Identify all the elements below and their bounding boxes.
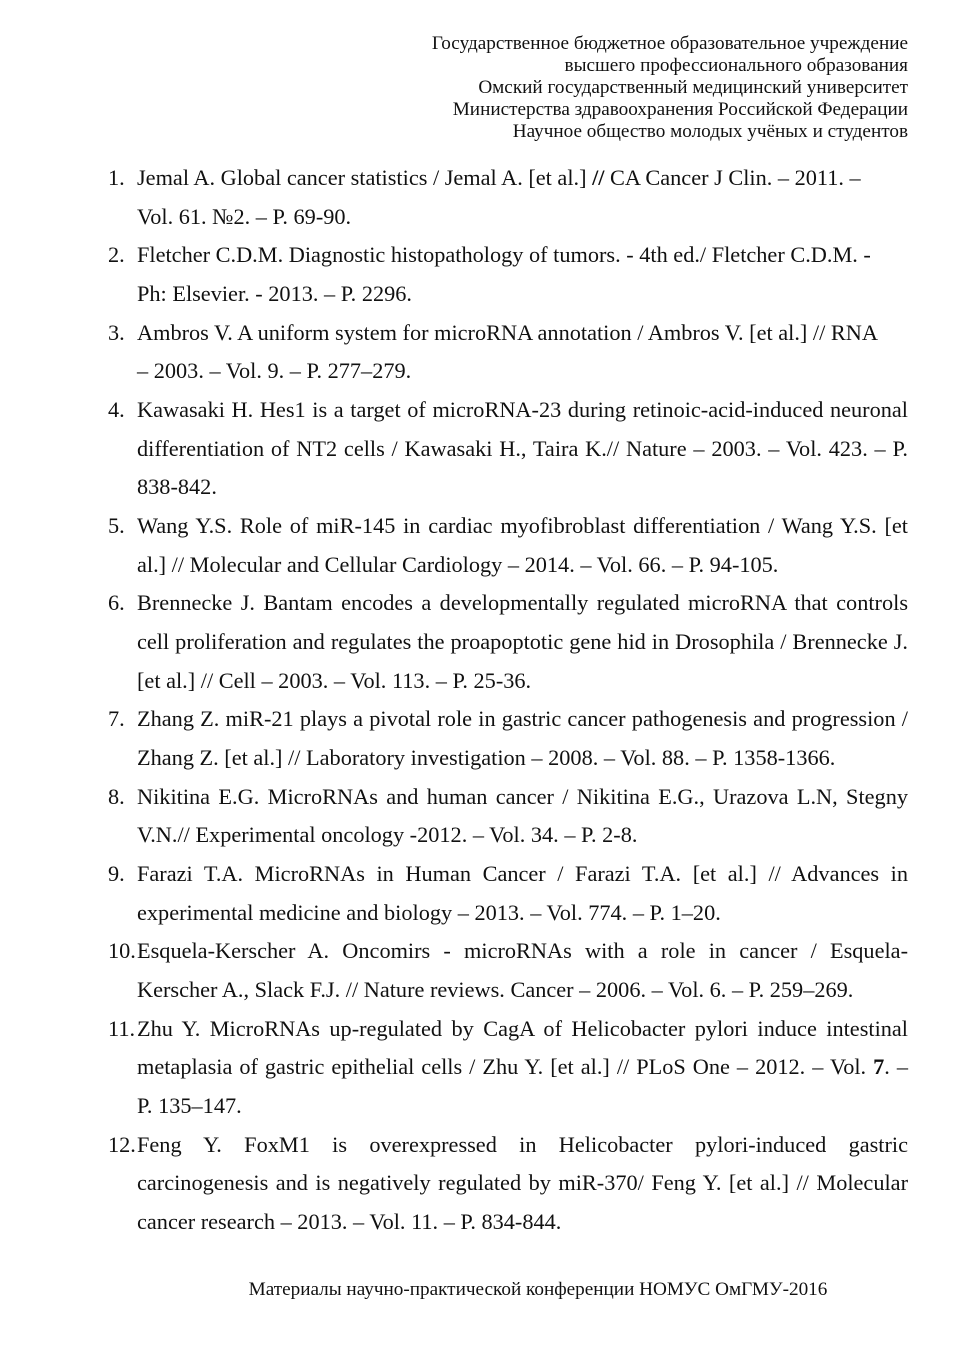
reference-item: [108, 778, 908, 855]
reference-text: [137, 1126, 908, 1242]
reference-item: [108, 1126, 908, 1242]
reference-number: 2.: [108, 242, 125, 268]
reference-line: al.] // Molecular and Cellular Cardiology – 2014. – Vol. 66. – P. 94-105.: [137, 551, 779, 577]
reference-number: 7.: [108, 706, 125, 732]
reference-line: Zhu Y. MicroRNAs up-regulated by CagA of Helicobacter pylori induce intestinal: [137, 1015, 908, 1041]
reference-line: Esquela-Kerscher A. Oncomirs - microRNAs with a role in cancer / Esquela-: [137, 938, 908, 964]
reference-text: [137, 1010, 908, 1126]
reference-line: [137, 159, 908, 198]
reference-line: Kawasaki H. Hes1 is a target of microRNA-23 during retinoic-acid-induced neuronal: [137, 397, 908, 423]
reference-number: 3.: [108, 319, 125, 345]
reference-item: [108, 932, 908, 1009]
text-segment: CA Cancer J Clin. – 2011. –: [604, 165, 861, 190]
reference-number: 8.: [108, 783, 125, 809]
reference-list: [108, 159, 908, 1242]
reference-text: [137, 778, 908, 855]
text-segment: Jemal A. Global cancer statistics / Jemal A. [et al.]: [137, 165, 593, 190]
text-segment: . –: [884, 1054, 909, 1080]
reference-line: cell proliferation and regulates the proapoptotic gene hid in Drosophila / Brennecke J.: [137, 629, 908, 655]
reference-line: [137, 1048, 908, 1087]
institution-header: [432, 33, 908, 143]
reference-line: – 2003. – Vol. 9. – P. 277–279.: [137, 358, 412, 384]
reference-item: [108, 584, 908, 700]
reference-text: [137, 507, 908, 584]
reference-number: 5.: [108, 513, 125, 539]
bold-text-segment: //: [592, 165, 605, 190]
reference-item: [108, 855, 908, 932]
header-line: Омский государственный медицинский университет: [478, 77, 908, 98]
reference-line: Zhang Z. miR-21 plays a pivotal role in gastric cancer pathogenesis and progression /: [137, 706, 908, 732]
reference-line: Wang Y.S. Role of miR-145 in cardiac myofibroblast differentiation / Wang Y.S. [et: [137, 513, 908, 539]
bold-text-segment: 7: [873, 1054, 885, 1080]
reference-number: 1.: [108, 165, 125, 190]
reference-text: [137, 932, 908, 1009]
reference-item: [108, 700, 908, 777]
header-line: Государственное бюджетное образовательное учреждение: [431, 33, 908, 54]
reference-item: [108, 507, 908, 584]
reference-line: Ph: Elsevier. - 2013. – P. 2296.: [137, 281, 412, 307]
reference-text: [137, 855, 908, 932]
reference-number: 4.: [108, 397, 125, 423]
header-line: Министерства здравоохранения Российской Федерации: [452, 99, 908, 120]
reference-number: 6.: [108, 590, 125, 616]
text-segment: metaplasia of gastric epithelial cells / Zhu Y. [et al.] // PLoS One – 2012. – Vol.: [137, 1054, 874, 1080]
reference-item: [108, 314, 908, 391]
reference-line: Nikitina E.G. MicroRNAs and human cancer / Nikitina E.G., Urazova L.N, Stegny: [137, 783, 908, 809]
reference-line: Fletcher C.D.M. Diagnostic histopathology of tumors. - 4th ed./ Fletcher C.D.M. -: [137, 242, 871, 268]
reference-line: carcinogenesis and is negatively regulated by miR-370/ Feng Y. [et al.] // Molecular: [137, 1170, 908, 1196]
reference-line: differentiation of NT2 cells / Kawasaki H., Taira K.// Nature – 2003. – Vol. 423. – P.: [137, 435, 908, 461]
reference-line: cancer research – 2013. – Vol. 11. – P. 834-844.: [137, 1209, 562, 1235]
reference-item: [108, 236, 908, 313]
reference-line: Vol. 61. №2. – P. 69-90.: [137, 203, 352, 229]
reference-number: 12.: [108, 1131, 136, 1157]
reference-number: 11.: [108, 1015, 136, 1041]
reference-line: Zhang Z. [et al.] // Laboratory investigation – 2008. – Vol. 88. – P. 1358-1366.: [137, 745, 836, 771]
reference-number: 10.: [108, 938, 136, 964]
header-line: Научное общество молодых учёных и студентов: [512, 121, 908, 142]
reference-item: [108, 391, 908, 507]
reference-text: [137, 700, 908, 777]
reference-line: Farazi T.A. MicroRNAs in Human Cancer / Farazi T.A. [et al.] // Advances in: [137, 861, 908, 887]
reference-line: Kerscher A., Slack F.J. // Nature reviews. Cancer – 2006. – Vol. 6. – P. 259–269.: [137, 977, 854, 1003]
reference-line: 838-842.: [137, 474, 217, 500]
reference-text: [137, 584, 908, 700]
reference-line: [et al.] // Cell – 2003. – Vol. 113. – P. 25-36.: [137, 667, 532, 693]
reference-item: [108, 1010, 908, 1126]
reference-text: [137, 314, 908, 391]
reference-line: P. 135–147.: [137, 1093, 242, 1119]
reference-text: [137, 159, 908, 236]
header-line: высшего профессионального образования: [564, 55, 908, 76]
reference-item: [108, 159, 908, 236]
reference-text: [137, 391, 908, 507]
reference-line: Ambros V. A uniform system for microRNA annotation / Ambros V. [et al.] // RNA: [137, 319, 878, 345]
reference-line: V.N.// Experimental oncology -2012. – Vol. 34. – P. 2-8.: [137, 822, 638, 848]
reference-text: [137, 236, 908, 313]
reference-line: Feng Y. FoxM1 is overexpressed in Helicobacter pylori-induced gastric: [137, 1131, 908, 1157]
reference-line: experimental medicine and biology – 2013. – Vol. 774. – P. 1–20.: [137, 899, 721, 925]
reference-line: Brennecke J. Bantam encodes a developmentally regulated microRNA that controls: [137, 590, 908, 616]
conference-footer: Материалы научно-практической конференции НОМУС ОмГМУ-2016: [248, 1279, 828, 1300]
reference-number: 9.: [108, 861, 125, 887]
